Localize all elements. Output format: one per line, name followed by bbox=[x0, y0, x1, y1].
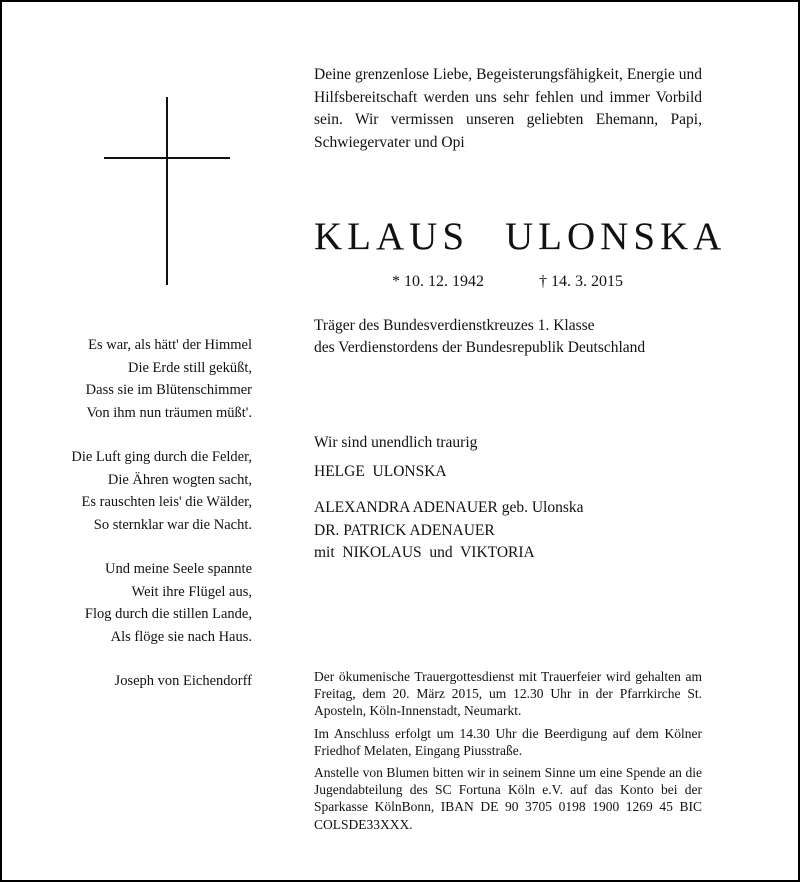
poem-line: Es war, als hätt' der Himmel bbox=[88, 337, 252, 353]
poem-author: Joseph von Eichendorff bbox=[114, 673, 252, 689]
service-paragraph: Der ökumenische Trauergottesdienst mit Trauerfeier wird gehalten am Freitag, dem 20. März 2015, um 12.30 Uhr in der Pfarrkirche St. Aposteln, Köln-Innenstadt, Neumarkt. bbox=[314, 669, 702, 719]
service-paragraph: Anstelle von Blumen bitten wir in seinem Sinne um eine Spende an die Jugendabteilung des SC Fortuna Köln e.V. auf das Konto bei der Sparkasse KölnBonn, IBAN DE 90 3705 0198 1900 1269 45 BIC COLSDE33XXX. bbox=[314, 765, 702, 832]
poem-stanza bbox=[12, 334, 252, 424]
service-paragraph: Im Anschluss erfolgt um 14.30 Uhr die Beerdigung auf dem Kölner Friedhof Melaten, Eingang Piusstraße. bbox=[314, 725, 702, 758]
intro-paragraph: Deine grenzenlose Liebe, Begeisterungsfähigkeit, Energie und Hilfsbereitschaft werden uns sehr fehlen und immer Vorbild sein. Wir vermissen unseren geliebten Ehemann, Papi, Schwiegervater und Opi bbox=[314, 66, 702, 151]
poem-line: Als flöge sie nach Haus. bbox=[110, 628, 252, 645]
mourners bbox=[314, 432, 584, 565]
deceased-name bbox=[314, 212, 727, 262]
first-name: KLAUS bbox=[314, 215, 470, 258]
mourners-intro: Wir sind unendlich traurig bbox=[314, 434, 478, 451]
honor-line: Träger des Bundesverdienstkreuzes 1. Klasse bbox=[314, 317, 595, 334]
service-info bbox=[314, 668, 702, 838]
mourner-spouse: HELGE ULONSKA bbox=[314, 462, 447, 480]
poem-stanza bbox=[12, 446, 252, 536]
poem-line: Flog durch die stillen Lande, bbox=[84, 606, 252, 622]
poem-line: Von ihm nun träumen müßt'. bbox=[86, 404, 252, 421]
honor-line: des Verdienstordens der Bundesrepublik Deutschland bbox=[314, 339, 646, 356]
poem-stanza bbox=[12, 558, 252, 648]
poem-line: Dass sie im Blütenschimmer bbox=[85, 382, 252, 398]
birth-date: * 10. 12. 1942 bbox=[392, 273, 484, 290]
poem-line: Die Erde still geküßt, bbox=[127, 359, 252, 376]
poem-line: Es rauschten leis' die Wälder, bbox=[81, 494, 252, 510]
poem-line: So sternklar war die Nacht. bbox=[93, 516, 252, 533]
poem bbox=[12, 334, 252, 693]
poem-line: Weit ihre Flügel aus, bbox=[131, 583, 252, 600]
honors bbox=[314, 315, 645, 359]
poem-line: Und meine Seele spannte bbox=[105, 561, 252, 577]
last-name: ULONSKA bbox=[505, 215, 727, 258]
death-date: † 14. 3. 2015 bbox=[539, 273, 623, 290]
intro-text bbox=[314, 64, 702, 154]
poem-line: Die Luft ging durch die Felder, bbox=[71, 449, 252, 465]
cross-icon bbox=[2, 2, 302, 302]
poem-line: Die Ähren wogten sacht, bbox=[107, 471, 252, 488]
mourner-line: mit NIKOLAUS und VIKTORIA bbox=[314, 544, 535, 561]
mourner-line: ALEXANDRA ADENAUER geb. Ulonska bbox=[314, 499, 584, 516]
mourner-line: DR. PATRICK ADENAUER bbox=[314, 521, 495, 539]
